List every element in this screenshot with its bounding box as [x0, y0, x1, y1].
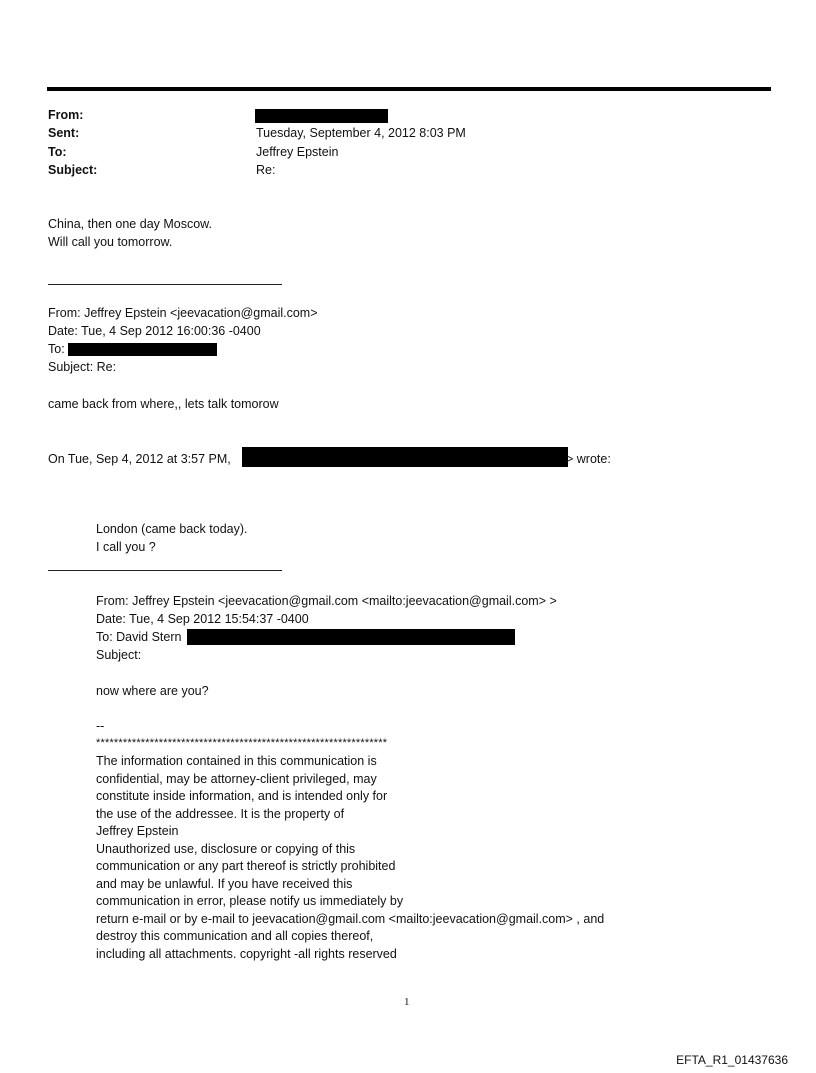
disclaimer-line: Unauthorized use, disclosure or copying of this [96, 841, 356, 856]
disclaimer-line: communication or any part thereof is strictly prohibited [96, 859, 396, 873]
separator-2 [48, 570, 282, 571]
redaction-quoted3-to [187, 629, 515, 645]
quoted1-to: To: [48, 342, 65, 356]
to-value: Jeffrey Epstein [256, 145, 339, 159]
disclaimer-line: destroy this communication and all copies thereof, [96, 929, 374, 943]
from-label: From: [48, 108, 84, 122]
quoted3-date: Date: Tue, 4 Sep 2012 15:54:37 -0400 [96, 612, 309, 626]
disclaimer-line: communication in error, please notify us immediately by [96, 894, 404, 908]
quoted2-line-2: I call you ? [96, 540, 156, 554]
redaction-from [255, 109, 388, 123]
redaction-attribution [242, 447, 568, 467]
sent-label: Sent: [48, 126, 80, 140]
quoted1-body: came back from where,, lets talk tomorow [48, 397, 279, 411]
disclaimer-line: the use of the addressee. It is the property of [96, 806, 345, 821]
subject-value: Re: [256, 163, 276, 177]
signature-stars: ***************************************************************** [96, 737, 388, 749]
attribution-suffix: > wrote: [566, 452, 611, 466]
quoted1-from: From: Jeffrey Epstein <jeevacation@gmail.com> [48, 306, 318, 320]
disclaimer-line: The information contained in this communication is [96, 754, 377, 768]
reply-line-1: China, then one day Moscow. [48, 217, 212, 231]
quoted3-subject: Subject: [96, 648, 142, 662]
sent-value: Tuesday, September 4, 2012 8:03 PM [256, 126, 466, 140]
quoted3-body: now where are you? [96, 684, 209, 698]
reply-line-2: Will call you tomorrow. [48, 235, 173, 249]
signature-dashes: -- [96, 719, 105, 733]
redaction-quoted1-to [68, 343, 217, 356]
disclaimer-line: Jeffrey Epstein [96, 824, 179, 838]
disclaimer-line: and may be unlawful. If you have received this [96, 876, 353, 891]
quoted1-date: Date: Tue, 4 Sep 2012 16:00:36 -0400 [48, 324, 261, 338]
disclaimer-line: including all attachments. copyright -all rights reserved [96, 946, 397, 961]
quoted2-line-1: London (came back today). [96, 522, 248, 536]
document-id: EFTA_R1_01437636 [676, 1053, 788, 1067]
to-label: To: [48, 145, 67, 159]
disclaimer-line: constitute inside information, and is intended only for [96, 789, 388, 803]
disclaimer-line: return e-mail or by e-mail to jeevacation@gmail.com <mailto:jeevacation@gmail.com> , and [96, 911, 605, 926]
separator-1 [48, 284, 282, 285]
quoted1-subject: Subject: Re: [48, 360, 117, 374]
attribution-prefix: On Tue, Sep 4, 2012 at 3:57 PM, [48, 452, 231, 466]
quoted3-from: From: Jeffrey Epstein <jeevacation@gmail.com <mailto:jeevacation@gmail.com> > [96, 594, 557, 608]
subject-label: Subject: [48, 163, 98, 177]
disclaimer-line: confidential, may be attorney-client privileged, may [96, 771, 377, 786]
header-rule [47, 87, 771, 91]
page-number: 1 [404, 996, 410, 1008]
quoted3-to: To: David Stern [96, 630, 182, 644]
